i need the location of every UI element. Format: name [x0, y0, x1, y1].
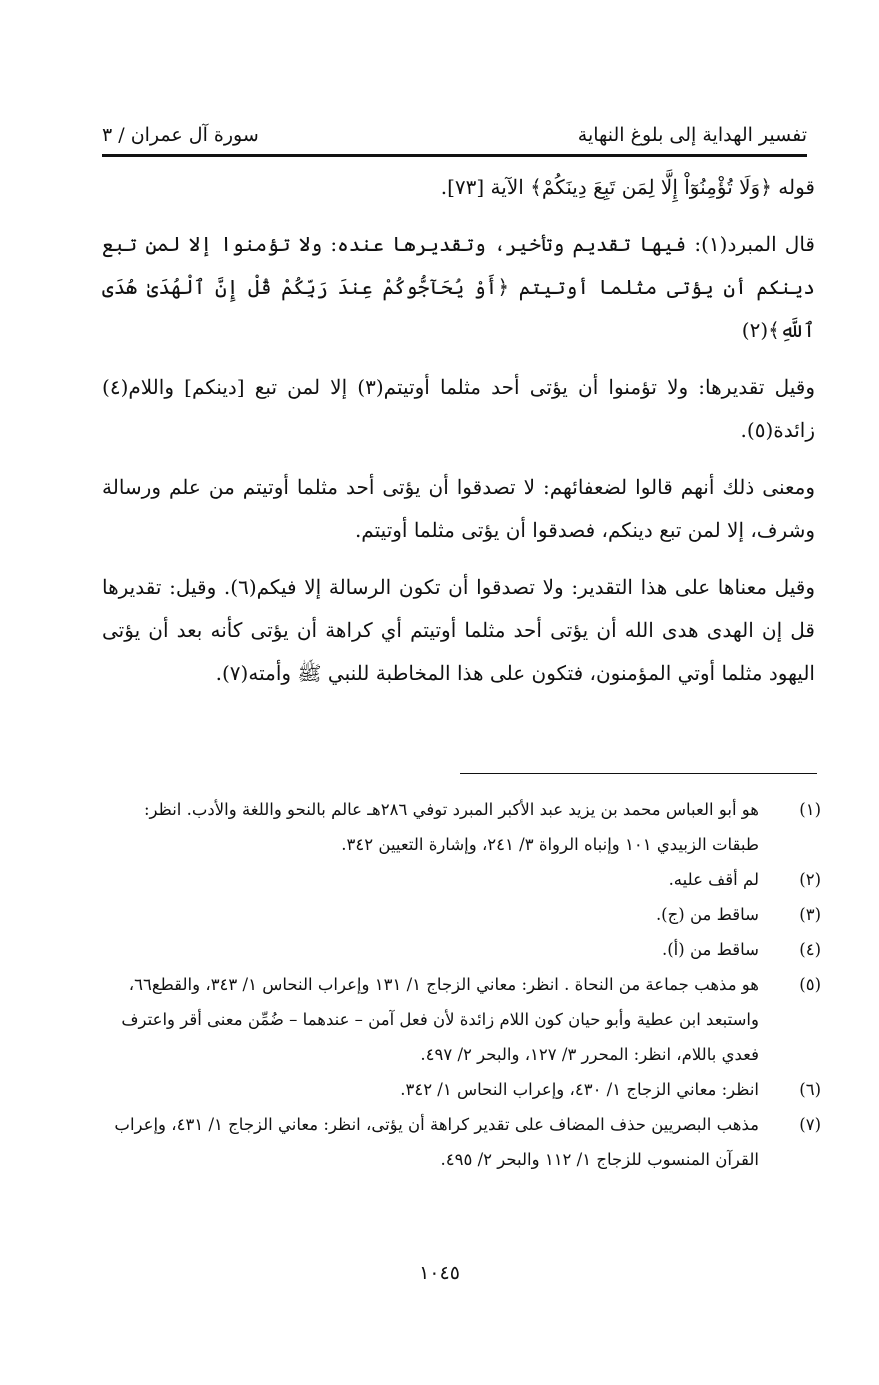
- footnote-item: [102, 792, 821, 862]
- footnote-number: (٣): [799, 905, 821, 924]
- surah-title: سورة آل عمران / ٣: [102, 124, 259, 146]
- footnote-number: (٢): [799, 870, 821, 889]
- footnote-text: ساقط من (ج).: [655, 905, 759, 924]
- footnote-text: انظر: معاني الزجاج ١/ ٤٣٠، وإعراب النحاس ١/ ٣٤٢.: [400, 1080, 759, 1099]
- footnotes: [102, 792, 821, 1177]
- footnote-number: (٧): [799, 1115, 821, 1134]
- paragraph-verse: قوله ﴿وَلَا تُؤْمِنُوٓاْ إِلَّا لِمَن تَبِعَ دِينَكُمْ﴾ الآية [٧٣].: [440, 175, 815, 199]
- footnote-item: [102, 967, 821, 1072]
- footnote-text: مذهب البصريين حذف المضاف على تقدير كراهة أن يؤتى، انظر: معاني الزجاج ١/ ٤٣١، وإعراب القرآن المنسوب للزجاج ١/ ١١٢ والبحر ٢/ ٤٩٥.: [114, 1115, 759, 1169]
- footnote-number: (٥): [799, 975, 821, 994]
- footnote-item: [102, 897, 821, 932]
- paragraph-further: وقيل معناها على هذا التقدير: ولا تصدقوا أن تكون الرسالة إلا فيكم(٦). وقيل: تقديرها قل إن الهدى هدى الله أن يؤتى أحد مثلما أوتيتم أي كراهة أن يؤتى كأنه بعد أن يؤتى اليهود مثلما أوتي المؤمنون، فتكون على هذا المخاطبة للنبي ﷺ وأمته(٧).: [102, 575, 816, 685]
- footnote-number: (٤): [799, 940, 821, 959]
- footnote-text: ساقط من (أ).: [662, 940, 759, 959]
- book-title: تفسير الهداية إلى بلوغ النهاية: [577, 124, 807, 146]
- footnote-item: [102, 862, 821, 897]
- footnote-item: [102, 932, 821, 967]
- footnote-item: [102, 1072, 821, 1107]
- footnote-text: هو مذهب جماعة من النحاة . انظر: معاني الزجاج ١/ ١٣١ وإعراب النحاس ١/ ٣٤٣، والقطع٦٦، واستبعد ابن عطية وأبو حيان كون اللام زائدة لأن فعل آمن – عندهما – ضُمِّن معنى أقر واعترف فعدي باللام، انظر: المحرر ٣/ ١٢٧، والبحر ٢/ ٤٩٧.: [121, 975, 759, 1064]
- paragraph-mubarrad: قال المبرد(١): فيها تقديم وتأخير، وتقديرها عنده: ولا تؤمنوا إلا لمن تبع دينكم أن يؤتى مثلما أوتيتم ﴿أَوْ يُحَآجُّوكُمْ عِندَ رَبِّكُمْ قُلْ إِنَّ ٱلْهُدَىٰ هُدَى ٱللَّهِ﴾(٢): [102, 232, 815, 342]
- footnote-number: (٦): [799, 1080, 821, 1099]
- running-header: [102, 108, 807, 157]
- footnote-item: [102, 1107, 821, 1177]
- main-text: [102, 166, 815, 695]
- footnote-text: لم أقف عليه.: [668, 870, 759, 889]
- paragraph-alternative: وقيل تقديرها: ولا تؤمنوا أن يؤتى أحد مثلما أوتيتم(٣) إلا لمن تبع [دينكم] واللام(٤) زائدة(٥).: [102, 375, 816, 442]
- footnote-text: هو أبو العباس محمد بن يزيد عبد الأكبر المبرد توفي ٢٨٦هـ عالم بالنحو واللغة والأدب. انظر: طبقات الزبيدي ١٠١ وإنباه الرواة ٣/ ٢٤١، وإشارة التعيين ٣٤٢.: [144, 800, 759, 854]
- footnote-number: (١): [799, 800, 821, 819]
- footnote-separator: [460, 773, 817, 774]
- paragraph-meaning: ومعنى ذلك أنهم قالوا لضعفائهم: لا تصدقوا أن يؤتى أحد مثلما أوتيتم من علم ورسالة وشرف، إلا لمن تبع دينكم، فصدقوا أن يؤتى مثلما أوتيتم.: [102, 475, 815, 542]
- page-number: ١٠٤٥: [419, 1262, 460, 1284]
